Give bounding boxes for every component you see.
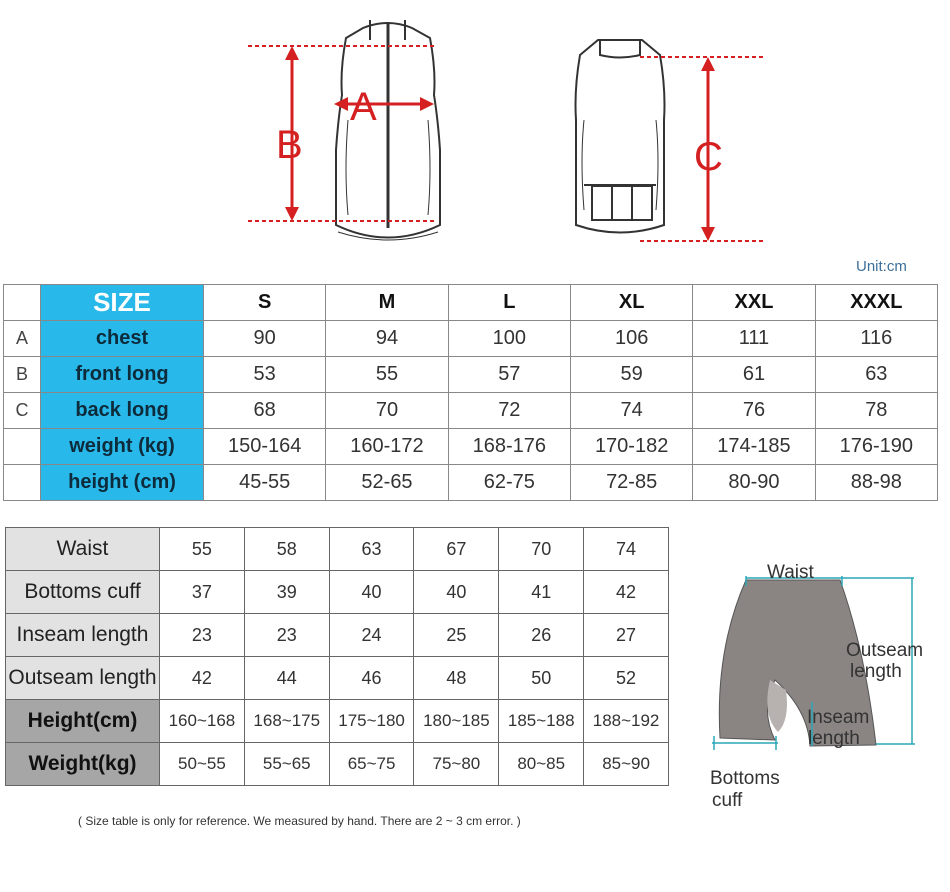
table-cell: 42 xyxy=(584,571,669,614)
table-cell: 74 xyxy=(584,528,669,571)
table-cell: 50~55 xyxy=(160,743,245,786)
row-key: B xyxy=(4,357,41,393)
table-row xyxy=(6,528,669,571)
row-key xyxy=(4,465,41,501)
table-cell: 116 xyxy=(815,321,937,357)
table-cell: 175~180 xyxy=(329,700,414,743)
table-row xyxy=(4,429,938,465)
table-cell: 185~188 xyxy=(499,700,584,743)
inseam-label-line1: Inseam xyxy=(807,707,870,728)
table-cell: 46 xyxy=(329,657,414,700)
row-label: back long xyxy=(41,393,204,429)
outseam-label-line2: length xyxy=(850,661,902,682)
table-cell: 62-75 xyxy=(448,465,570,501)
table-cell: 72-85 xyxy=(570,465,692,501)
table-cell: 45-55 xyxy=(204,465,326,501)
table-cell: 170-182 xyxy=(570,429,692,465)
table-cell-empty xyxy=(4,285,41,321)
row-label: Waist xyxy=(6,528,160,571)
table-cell: 27 xyxy=(584,614,669,657)
table-cell: 106 xyxy=(570,321,692,357)
row-label: Inseam length xyxy=(6,614,160,657)
table-row xyxy=(4,465,938,501)
shorts-diagram xyxy=(690,540,940,820)
row-label: chest xyxy=(41,321,204,357)
table-row xyxy=(4,393,938,429)
row-key: C xyxy=(4,393,41,429)
row-key: A xyxy=(4,321,41,357)
table-cell: 80~85 xyxy=(499,743,584,786)
table-cell: 85~90 xyxy=(584,743,669,786)
table-cell: 188~192 xyxy=(584,700,669,743)
table-cell: 72 xyxy=(448,393,570,429)
waist-label: Waist xyxy=(767,562,814,583)
vest-size-table xyxy=(3,284,938,501)
table-cell: 24 xyxy=(329,614,414,657)
table-row xyxy=(4,357,938,393)
table-cell: 68 xyxy=(204,393,326,429)
table-row xyxy=(6,614,669,657)
table-cell: 26 xyxy=(499,614,584,657)
table-cell: 75~80 xyxy=(414,743,499,786)
row-label: Height(cm) xyxy=(6,700,160,743)
size-l: L xyxy=(448,285,570,321)
row-label: front long xyxy=(41,357,204,393)
row-label: Weight(kg) xyxy=(6,743,160,786)
outseam-label-line1: Outseam xyxy=(846,640,924,661)
table-cell: 41 xyxy=(499,571,584,614)
table-cell: 52-65 xyxy=(326,465,448,501)
table-cell: 174-185 xyxy=(693,429,815,465)
cuff-label-line2: cuff xyxy=(712,790,743,811)
size-s: S xyxy=(204,285,326,321)
table-cell: 80-90 xyxy=(693,465,815,501)
table-cell: 40 xyxy=(329,571,414,614)
table-cell: 23 xyxy=(244,614,329,657)
table-cell: 65~75 xyxy=(329,743,414,786)
label-a: A xyxy=(350,85,377,129)
table-cell: 78 xyxy=(815,393,937,429)
table-cell: 55~65 xyxy=(244,743,329,786)
table-cell: 23 xyxy=(160,614,245,657)
table-row xyxy=(6,571,669,614)
table-cell: 57 xyxy=(448,357,570,393)
unit-label: Unit:cm xyxy=(856,258,907,275)
table-cell: 50 xyxy=(499,657,584,700)
size-header: SIZE xyxy=(41,285,204,321)
table-row xyxy=(6,743,669,786)
table-cell: 70 xyxy=(499,528,584,571)
table-cell: 150-164 xyxy=(204,429,326,465)
table-cell: 168-176 xyxy=(448,429,570,465)
inseam-label-line2: length xyxy=(808,728,860,749)
table-cell: 44 xyxy=(244,657,329,700)
table-cell: 74 xyxy=(570,393,692,429)
vest-front-outline xyxy=(336,20,440,240)
table-cell: 180~185 xyxy=(414,700,499,743)
table-cell: 160-172 xyxy=(326,429,448,465)
size-xxl: XXL xyxy=(693,285,815,321)
table-cell: 111 xyxy=(693,321,815,357)
table-cell: 160~168 xyxy=(160,700,245,743)
table-cell: 94 xyxy=(326,321,448,357)
table-cell: 25 xyxy=(414,614,499,657)
label-c: C xyxy=(694,135,723,179)
table-row xyxy=(6,657,669,700)
size-xl: XL xyxy=(570,285,692,321)
table-cell: 70 xyxy=(326,393,448,429)
table-cell: 176-190 xyxy=(815,429,937,465)
label-b: B xyxy=(276,123,303,167)
table-cell: 55 xyxy=(160,528,245,571)
reference-note: ( Size table is only for reference. We measured by hand. There are 2 ~ 3 cm error. ) xyxy=(78,814,521,828)
row-label: Outseam length xyxy=(6,657,160,700)
table-header-row xyxy=(4,285,938,321)
table-cell: 52 xyxy=(584,657,669,700)
table-cell: 53 xyxy=(204,357,326,393)
row-label: Bottoms cuff xyxy=(6,571,160,614)
table-cell: 63 xyxy=(329,528,414,571)
cuff-label-line1: Bottoms xyxy=(710,768,780,789)
vest-back-outline xyxy=(576,40,665,233)
table-cell: 59 xyxy=(570,357,692,393)
table-cell: 40 xyxy=(414,571,499,614)
row-label: weight (kg) xyxy=(41,429,204,465)
shorts-size-table xyxy=(5,527,669,786)
table-cell: 100 xyxy=(448,321,570,357)
table-cell: 90 xyxy=(204,321,326,357)
size-m: M xyxy=(326,285,448,321)
vest-diagram xyxy=(0,0,950,260)
table-cell: 61 xyxy=(693,357,815,393)
table-cell: 168~175 xyxy=(244,700,329,743)
size-xxxl: XXXL xyxy=(815,285,937,321)
table-cell: 58 xyxy=(244,528,329,571)
table-cell: 88-98 xyxy=(815,465,937,501)
table-cell: 67 xyxy=(414,528,499,571)
table-cell: 76 xyxy=(693,393,815,429)
table-cell: 37 xyxy=(160,571,245,614)
table-cell: 63 xyxy=(815,357,937,393)
row-key xyxy=(4,429,41,465)
table-cell: 39 xyxy=(244,571,329,614)
table-row xyxy=(6,700,669,743)
table-row xyxy=(4,321,938,357)
table-cell: 42 xyxy=(160,657,245,700)
table-cell: 55 xyxy=(326,357,448,393)
row-label: height (cm) xyxy=(41,465,204,501)
table-cell: 48 xyxy=(414,657,499,700)
